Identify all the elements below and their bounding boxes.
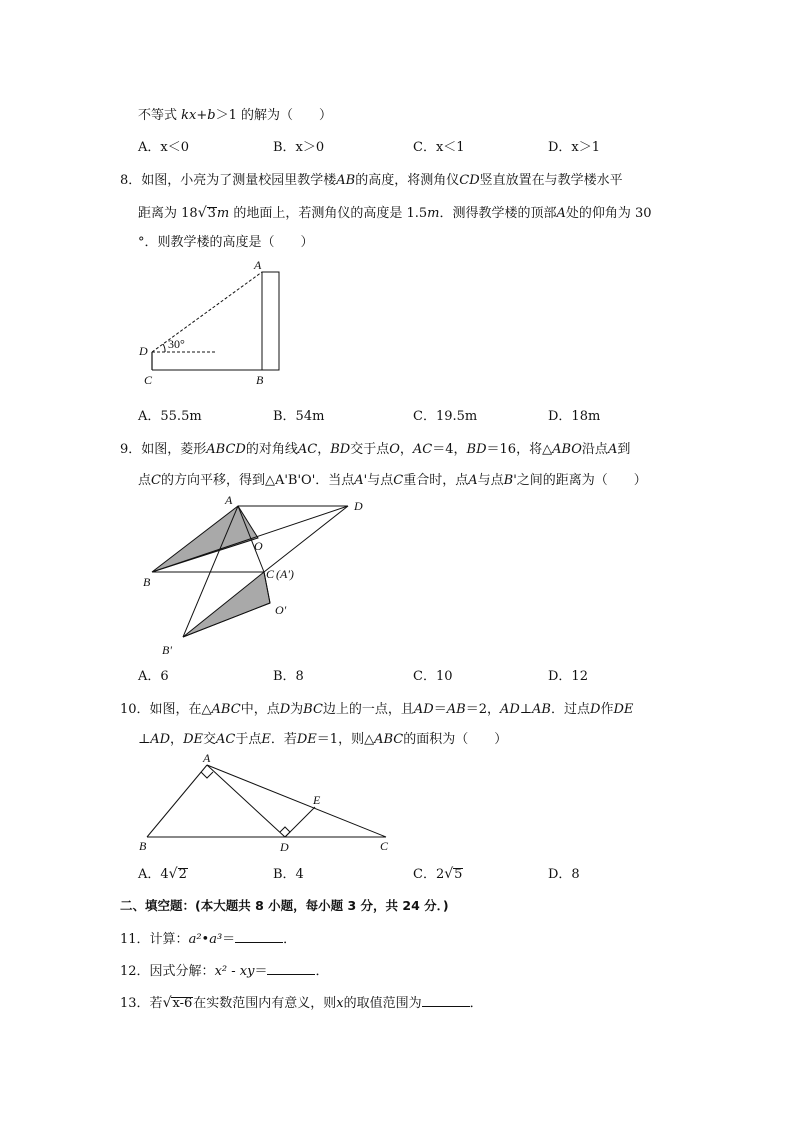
building-ab <box>262 272 279 370</box>
q8-stem-line1: 8．如图，小亮为了测量校园里教学楼AB的高度，将测角仪CD竖直放置在与教学楼水平 <box>120 173 623 188</box>
right-angle-d <box>280 827 290 837</box>
label-a: A <box>203 751 211 765</box>
label-b-prime: B' <box>162 643 172 657</box>
label-c: C <box>380 839 389 853</box>
q9-option-b[interactable]: B．8 <box>273 669 304 684</box>
q9-option-a[interactable]: A．6 <box>138 669 169 684</box>
radical-sign: √ <box>197 205 207 221</box>
q7-option-a[interactable]: A．x＜0 <box>138 140 189 155</box>
q7-option-b[interactable]: B．x＞0 <box>273 140 325 155</box>
q8-option-a[interactable]: A．55.5m <box>138 409 202 424</box>
side-ab <box>147 765 207 837</box>
q8-option-c[interactable]: C．19.5m <box>413 409 478 424</box>
q10-figure <box>135 748 395 858</box>
triangle-cpo-shaded <box>183 572 270 637</box>
q9-option-d[interactable]: D．12 <box>548 669 588 684</box>
q10-option-c[interactable]: C．2√5 <box>413 866 463 882</box>
q8-option-d[interactable]: D．18m <box>548 409 601 424</box>
q7-option-c[interactable]: C．x＜1 <box>413 140 465 155</box>
sqrt-2: 2 <box>178 867 187 882</box>
label-30-degree: 30° <box>168 337 185 351</box>
label-o-prime: O' <box>275 603 287 617</box>
q9-figure <box>135 490 375 660</box>
q11-stem: 11．计算：a²•a³＝ ． <box>120 932 297 947</box>
label-e: E <box>313 793 321 807</box>
label-a-prime: (A') <box>276 567 294 581</box>
answer-blank[interactable] <box>235 931 283 943</box>
q10-option-a[interactable]: A．4√2 <box>138 866 187 882</box>
angle-arc <box>163 344 165 352</box>
sqrt-5: 5 <box>454 867 463 882</box>
q12-stem: 12．因式分解：x² - xy＝ ． <box>120 964 329 979</box>
label-d: D <box>280 840 289 854</box>
label-c: C <box>266 567 275 581</box>
q10-stem-line1: 10．如图，在△ABC中，点D为BC边上的一点，且AD＝AB＝2，AD⊥AB．过点D作DE <box>120 702 634 717</box>
q8-stem-line3: °．则教学楼的高度是（ ） <box>138 235 314 250</box>
q9-option-c[interactable]: C．10 <box>413 669 453 684</box>
q10-option-d[interactable]: D．8 <box>548 867 580 882</box>
label-b: B <box>139 839 147 853</box>
label-b: B <box>143 575 151 589</box>
section2-title: 二、填空题：(本大题共 8 小题，每小题 3 分，共 24 分．) <box>120 898 449 913</box>
radical-sign: √ <box>168 866 178 882</box>
q8-option-b[interactable]: B．54m <box>273 409 325 424</box>
q10-option-b[interactable]: B．4 <box>273 867 304 882</box>
label-o: O <box>254 539 263 553</box>
label-c: C <box>144 373 153 387</box>
q9-stem-line2: 点C的方向平移，得到△A'B'O'．当点A'与点C重合时，点A与点B'之间的距离为（ ） <box>138 473 647 488</box>
label-b: B <box>256 373 264 387</box>
q13-stem: 13．若√x-6在实数范围内有意义，则x的取值范围为 ． <box>120 995 483 1011</box>
q9-stem-line1: 9．如图，菱形ABCD的对角线AC，BD交于点O，AC＝4，BD＝16，将△ABO沿点A到 <box>120 442 631 457</box>
right-angle-a <box>201 772 213 778</box>
answer-blank[interactable] <box>267 963 315 975</box>
q7-stem: 不等式 kx+b＞1 的解为（ ） <box>138 108 332 123</box>
q10-stem-line2: ⊥AD，DE交AC于点E．若DE＝1，则△ABC的面积为（ ） <box>138 732 508 747</box>
label-a: A <box>254 258 262 272</box>
sqrt-3: 3 <box>207 206 216 221</box>
label-d: D <box>354 499 363 513</box>
label-a: A <box>225 493 233 507</box>
q8-figure <box>135 255 295 390</box>
answer-blank[interactable] <box>422 995 470 1007</box>
q8-stem-line2: 距离为 18√3m 的地面上，若测角仪的高度是 1.5m．测得教学楼的顶部A处的仰角为 30 <box>138 205 652 221</box>
segment-ad <box>207 765 285 837</box>
radical-sign: √ <box>444 866 454 882</box>
sqrt-x-minus-6: x-6 <box>172 996 193 1011</box>
q7-option-d[interactable]: D．x＞1 <box>548 140 601 155</box>
label-d: D <box>139 344 148 358</box>
